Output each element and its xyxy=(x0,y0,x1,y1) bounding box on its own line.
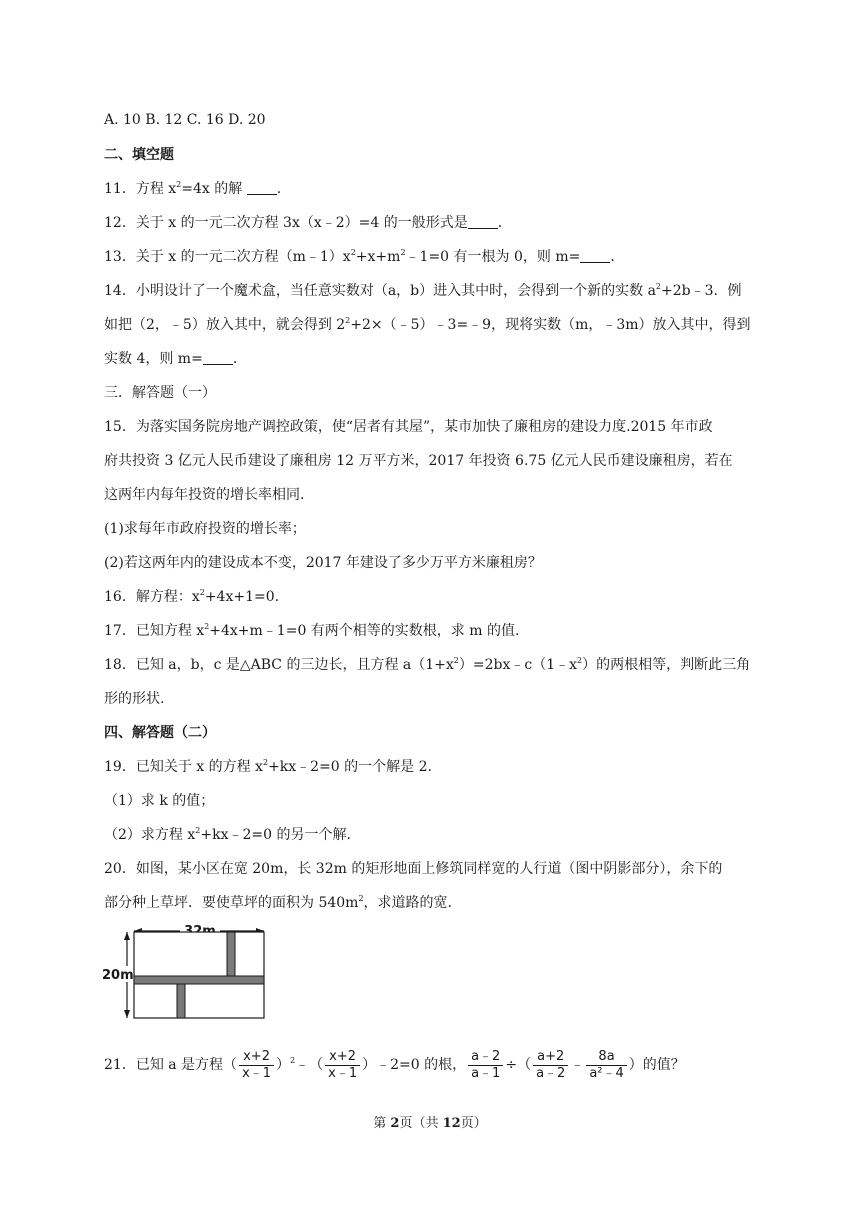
q15-part-1: (1)求每年市政府投资的增长率； xyxy=(104,521,306,537)
page-number: 2 xyxy=(390,1116,400,1131)
q18-line-2: 形的形状. xyxy=(104,691,165,707)
fraction-2: $\frac{x+2}{x﹣1}$ xyxy=(325,1049,360,1082)
section-4-title: 四、解答题（二） xyxy=(104,725,216,741)
section-2-title: 二、填空题 xyxy=(104,147,174,163)
field-rectangle xyxy=(134,932,264,1018)
q19: 19．已知关于 x 的方程 $x^2+kx﹣2=0$ 的一个解是 2. xyxy=(104,758,432,775)
q19-part-1: （1）求 k 的值； xyxy=(104,793,215,809)
horizontal-road xyxy=(134,976,264,984)
q11: 11．方程 $x^2=4x$ 的解 . xyxy=(104,180,282,197)
q14-line-3: 实数 4，则 m= ． xyxy=(104,351,247,367)
q12: 12．关于 x 的一元二次方程 3x（x﹣2）=4 的一般形式是 . xyxy=(104,215,503,231)
q15-part-2: (2)若这两年内的建设成本不变，2017 年建设了多少万平方米廉租房？ xyxy=(104,555,542,571)
fraction-3: $\frac{a﹣2}{a﹣1}$ xyxy=(468,1049,503,1082)
q10-choices: A. 10 B. 12 C. 16 D. 20 xyxy=(104,112,266,128)
page-total: 12 xyxy=(442,1116,461,1131)
q16: 16．解方程：$x^2+4x+1=0$. xyxy=(104,588,280,605)
answer-blank xyxy=(468,214,498,229)
road-diagram-figure xyxy=(100,918,272,1024)
arrow-up-icon xyxy=(124,932,130,940)
arrow-down-icon xyxy=(124,1010,130,1018)
lower-vertical-road xyxy=(177,984,185,1018)
q19-part-2: （2）求方程 $x^2+kx﹣2=0$ 的另一个解. xyxy=(104,826,351,843)
q14-line-2: 如把（2，﹣5）放入其中，就会得到 $2^2+2\times(﹣5)﹣3=﹣9$，现将实数（m，﹣3m）放入其中，得到 xyxy=(104,316,751,333)
upper-vertical-road xyxy=(227,932,235,976)
fraction-1: $\frac{x+2}{x﹣1}$ xyxy=(239,1049,274,1082)
q15-line-2: 府共投资 3 亿元人民币建设了廉租房 12 万平方米，2017 年投资 6.75 亿元人民币建设廉租房，若在 xyxy=(104,453,733,469)
q20-line-1: 20．如图，某小区在宽 20m，长 32m 的矩形地面上修筑同样宽的人行道（图中阴影部分），余下的 xyxy=(104,861,723,877)
fraction-5: $\frac{8a}{\text{a²﹣4}}$ xyxy=(586,1049,626,1082)
q15-line-3: 这两年内每年投资的增长率相同. xyxy=(104,487,305,503)
q17: 17．已知方程 $x^2+4x+m﹣1=0$ 有两个相等的实数根，求 m 的值. xyxy=(104,622,520,639)
answer-blank xyxy=(580,248,610,263)
answer-blank xyxy=(203,350,233,365)
q14-line-1: 14．小明设计了一个魔术盒，当任意实数对（a，b）进入其中时，会得到一个新的实数 $a^2+2b﹣3$．例 xyxy=(104,282,742,299)
page-footer: 第 2页（共 12页） xyxy=(373,1116,487,1131)
section-3-title: 三．解答题（一） xyxy=(104,385,216,401)
q20-line-2: 部分种上草坪．要使草坪的面积为 $540m^2$，求道路的宽. xyxy=(104,894,452,911)
fraction-4: $\frac{a+2}{a﹣2}$ xyxy=(533,1049,568,1082)
height-label: 20m xyxy=(102,968,134,983)
answer-blank xyxy=(247,180,277,195)
q21: 21．已知 a 是方程（ $\frac{x+2}{x﹣1}$ ）$^2$﹣（ $\frac{x+2}{x﹣1}$ ）﹣2=0 的根， $\frac{a﹣2}{a﹣1}$ ÷（ $\frac{a+2}{a﹣2}$ ﹣ $\frac{8a}{\text{a²﹣4}}$ ）的值？ xyxy=(104,1048,685,1081)
q18-line-1: 18．已知 a，b，c 是△ABC 的三边长，且方程 $a(1+x^2)=2bx﹣c(1﹣x^2)$的两根相等，判断此三角 xyxy=(104,656,751,673)
q15-line-1: 15．为落实国务院房地产调控政策，使“居者有其屋”，某市加快了廉租房的建设力度.2015 年市政 xyxy=(104,419,713,435)
q13: 13．关于 x 的一元二次方程$(m﹣1)x^2+x+m^2﹣1=0$ 有一根为 0，则 m= ． xyxy=(104,248,625,265)
